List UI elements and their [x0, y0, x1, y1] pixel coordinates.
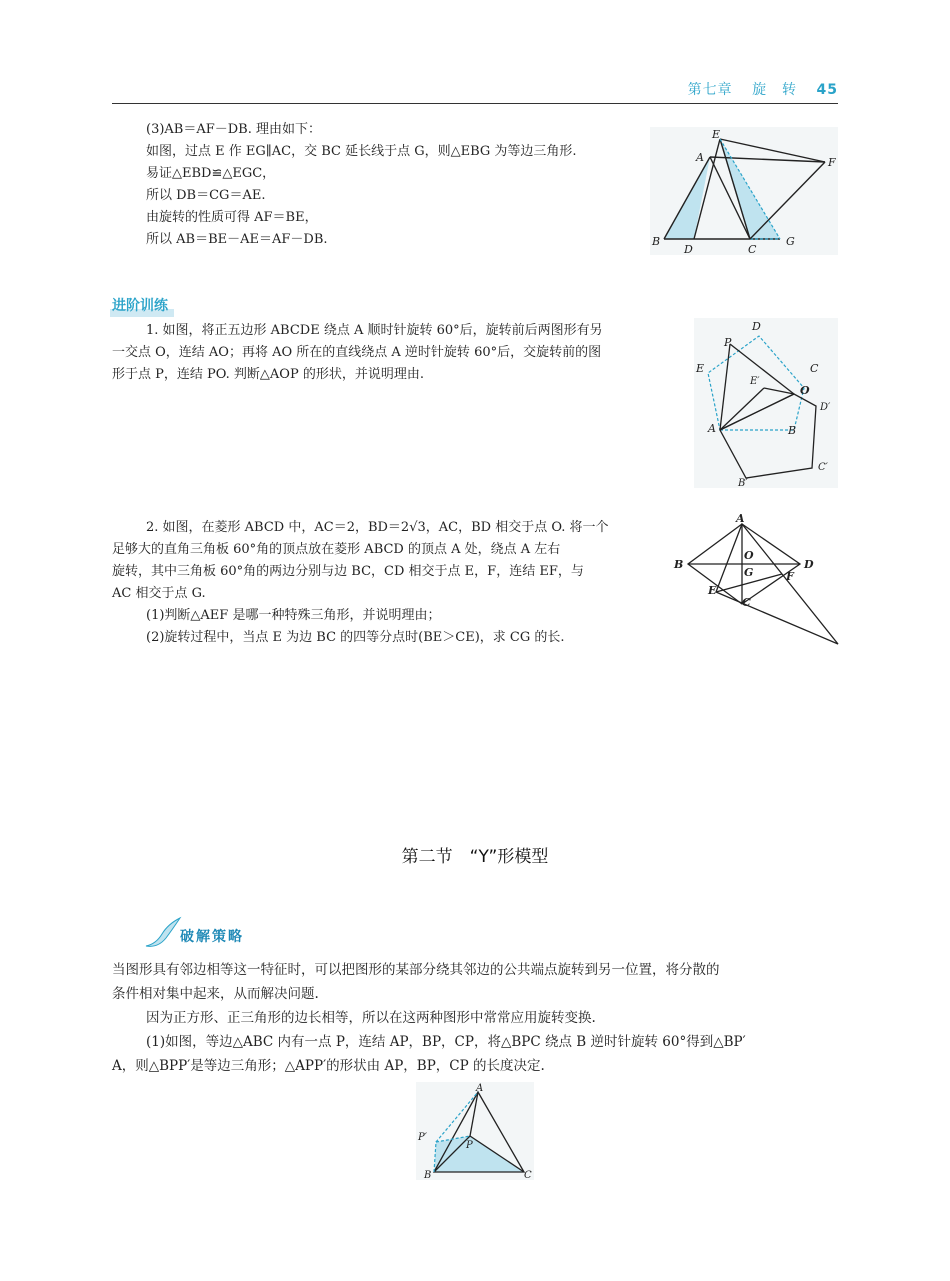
fig-label-D: D	[804, 558, 814, 571]
fig-label-E: E	[708, 584, 717, 597]
q2-line: 旋转，其中三角板 60°角的两边分别与边 BC，CD 相交于点 E，F，连结 EF，与	[112, 564, 584, 579]
fig-label-B-prime: B′	[738, 478, 748, 488]
strategy-p3a: (1)如图，等边△ABC 内有一点 P，连结 AP，BP，CP，将△BPC 绕点 B 逆时针旋转 60°得到△BP′	[146, 1034, 746, 1050]
question-1	[112, 320, 660, 386]
page-number: 45	[816, 82, 838, 98]
fig-label-C: C	[810, 362, 819, 375]
q2-line: 2. 如图，在菱形 ABCD 中，AC＝2，BD＝2√3，AC，BD 相交于点 O. 将一个	[146, 520, 609, 535]
strategy-body	[112, 958, 838, 1078]
fig-label-P: P	[724, 336, 732, 349]
fig-label-C-prime: C′	[818, 462, 828, 473]
q2-line: 足够大的直角三角板 60°角的顶点放在菱形 ABCD 的顶点 A 处，绕点 A 左右	[112, 542, 561, 557]
q1-line: 1. 如图，将正五边形 ABCDE 绕点 A 顺时针旋转 60°后，旋转前后两图形有另	[146, 323, 603, 338]
chapter-label: 第七章	[687, 82, 733, 98]
fig-label-P-prime: P′	[418, 1132, 427, 1143]
fig-label-A: A	[696, 151, 704, 164]
fig-label-A: A	[476, 1083, 484, 1094]
fig-label-E: E	[712, 128, 721, 141]
fig-label-B: B	[674, 558, 684, 571]
strategy-p2: 因为正方形、正三角形的边长相等，所以在这两种图形中常常应用旋转变换.	[146, 1010, 596, 1026]
chapter-title: 旋 转	[752, 82, 798, 98]
fig-label-B: B	[424, 1170, 432, 1180]
strategy-p1a: 当图形具有邻边相等这一特征时，可以把图形的某部分绕其邻边的公共端点旋转到另一位置，将分散的	[112, 962, 720, 978]
part3-line: 由旋转的性质可得 AF＝BE，	[146, 210, 318, 225]
fig-label-P: P	[466, 1140, 473, 1151]
header-divider	[112, 103, 838, 104]
q2-sub1: (1)判断△AEF 是哪一种特殊三角形，并说明理由；	[146, 608, 441, 623]
fig-label-B: B	[652, 235, 661, 248]
question-2	[112, 517, 662, 649]
fig-label-C: C	[742, 596, 751, 609]
figure-pentagon	[694, 318, 838, 488]
fig-label-O: O	[800, 384, 810, 397]
fig-label-O: O	[744, 549, 754, 562]
fig-label-F: F	[828, 156, 836, 169]
figure-part3	[650, 127, 838, 255]
q2-sub2: (2)旋转过程中，当点 E 为边 BC 的四等分点时(BE＞CE)，求 CG 的长.	[146, 630, 565, 645]
strategy-p3b: A，则△BPP′是等边三角形；△APP′的形状由 AP，BP，CP 的长度决定.	[112, 1058, 545, 1074]
strategy-heading: 破解策略	[180, 929, 244, 945]
fig-label-G: G	[744, 566, 754, 579]
part3-line: 所以 DB＝CG＝AE.	[146, 188, 266, 203]
strategy-p1b: 条件相对集中起来，从而解决问题.	[112, 986, 319, 1002]
fig-label-A: A	[708, 422, 716, 435]
part3-line: 所以 AB＝BE－AE＝AF－DB.	[146, 232, 328, 247]
figure-equilateral	[416, 1082, 534, 1180]
q1-line: 形于点 P，连结 PO. 判断△AOP 的形状，并说明理由.	[112, 367, 424, 382]
fig-label-E-prime: E′	[750, 376, 760, 387]
fig-label-D-prime: D′	[820, 402, 831, 413]
fig-label-C: C	[748, 243, 757, 255]
q2-line: AC 相交于点 G.	[112, 586, 206, 601]
figure-rhombus	[670, 512, 842, 648]
pen-feather-icon	[142, 916, 182, 950]
part3-line: 易证△EBD≌△EGC，	[146, 166, 276, 181]
fig-label-D: D	[684, 243, 693, 255]
fig-label-B: B	[788, 424, 797, 437]
part3-line: 如图，过点 E 作 EG∥AC，交 BC 延长线于点 G，则△EBG 为等边三角形.	[146, 144, 577, 159]
advanced-training-heading: 进阶训练	[112, 295, 168, 315]
section-title: 第二节 “Y”形模型	[401, 847, 549, 867]
fig-label-F: F	[786, 570, 794, 583]
q1-line: 一交点 O，连结 AO；再将 AO 所在的直线绕点 A 逆时针旋转 60°后，交旋转前的图	[112, 345, 602, 360]
fig-label-C: C	[524, 1170, 532, 1180]
fig-label-E: E	[696, 362, 705, 375]
part3-solution	[146, 119, 577, 251]
fig-label-D: D	[752, 320, 761, 333]
fig-label-G: G	[786, 235, 795, 248]
fig-label-A: A	[736, 512, 745, 525]
part3-line: (3)AB＝AF－DB. 理由如下：	[146, 122, 322, 137]
running-header	[688, 79, 838, 99]
